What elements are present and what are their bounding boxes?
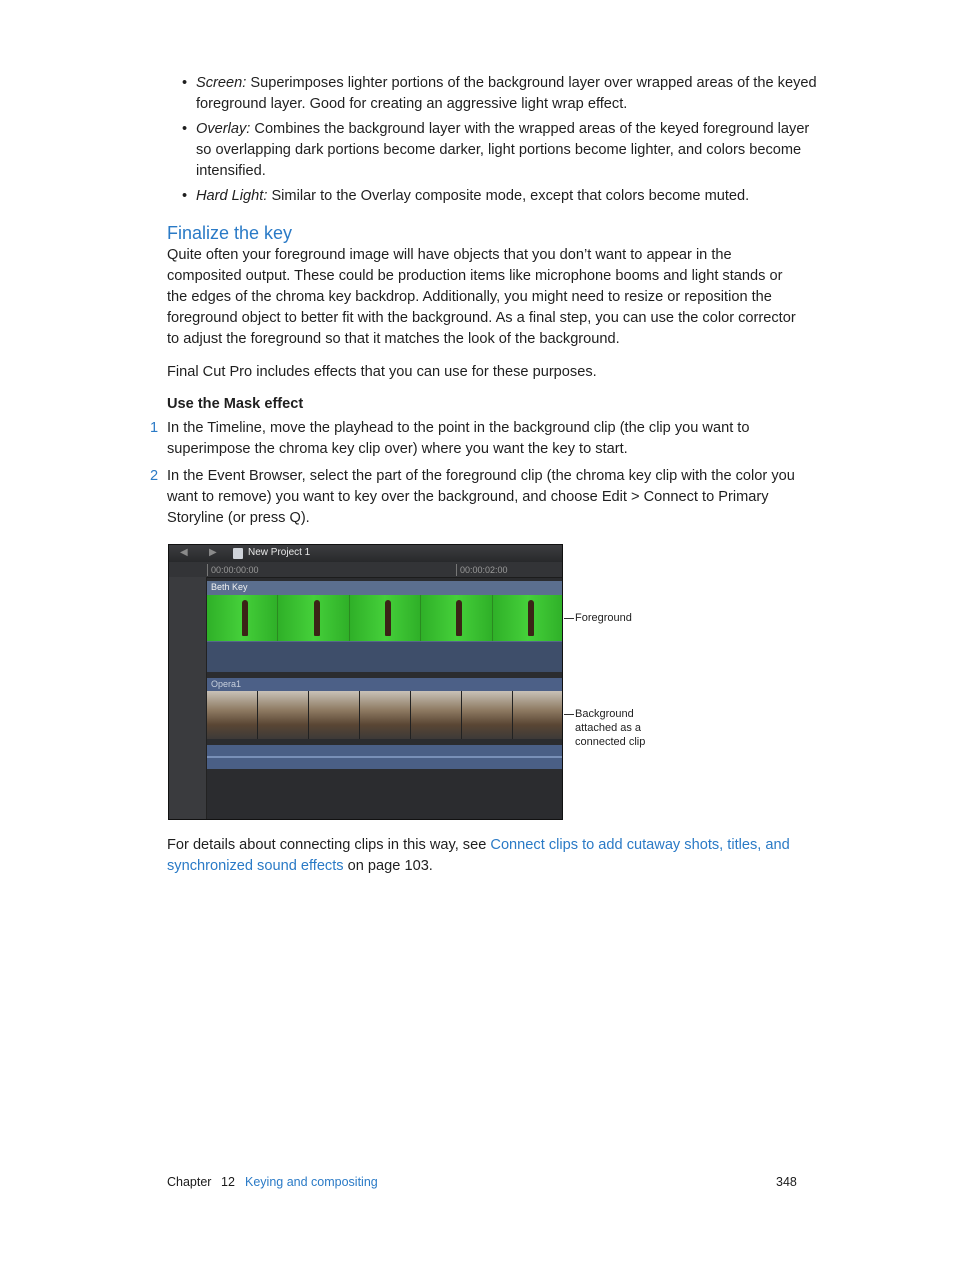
filmstrip-frame xyxy=(350,595,421,641)
intro-paragraph: Quite often your foreground image will have objects that you don’t want to appear in the composited output. These could be production items like microphone booms and light stands or the edges of the chroma key backdrop. Additionally, you might need to resize or reposition the foreground object to better fit with the background. As a final step, you can use the color corrector to adjust the foreground so that it matches the look of the background. xyxy=(167,247,796,347)
person-figure xyxy=(456,600,462,636)
timeline-toolbar xyxy=(169,545,563,563)
step-text: In the Timeline, move the playhead to the point in the background clip (the clip you want to superimpose the chroma key clip over) where you want the key to start. xyxy=(167,420,750,457)
bullet-text: Similar to the Overlay composite mode, except that colors become muted. xyxy=(267,188,750,204)
step-number: 2 xyxy=(150,468,159,484)
filmstrip-frame xyxy=(278,595,349,641)
callout-background-line: attached as a xyxy=(575,722,642,734)
bullet-term: Overlay: xyxy=(196,121,251,137)
background-clip-name: Opera1 xyxy=(211,679,242,689)
person-figure xyxy=(385,600,391,636)
closing-prefix: For details about connecting clips in this way, see xyxy=(167,837,491,853)
footer-page-number: 348 xyxy=(776,1175,797,1189)
person-figure xyxy=(242,600,248,636)
filmstrip-frame xyxy=(462,691,513,739)
callout-line xyxy=(564,618,574,619)
background-clip-filmstrip[interactable] xyxy=(207,691,563,739)
filmstrip-frame xyxy=(207,595,278,641)
foreground-clip-filmstrip[interactable] xyxy=(207,595,563,641)
project-icon xyxy=(233,548,243,559)
closing-suffix: on page 103. xyxy=(343,858,433,874)
callout-background-line: connected clip xyxy=(575,736,646,748)
filmstrip-frame xyxy=(411,691,462,739)
bullet-hard-light xyxy=(182,186,822,207)
forward-arrow-icon[interactable]: ▶ xyxy=(209,547,217,558)
person-figure xyxy=(528,600,534,636)
footer-chapter-number: 12 xyxy=(221,1175,235,1189)
callout-foreground: Foreground xyxy=(575,612,632,624)
timeline-screenshot xyxy=(168,544,563,820)
foreground-clip-name: Beth Key xyxy=(211,582,248,592)
filmstrip-frame xyxy=(207,691,258,739)
bullet-term: Hard Light: xyxy=(196,188,268,204)
bullet-dot: • xyxy=(182,121,188,137)
callout-background xyxy=(575,707,645,749)
bullet-dot: • xyxy=(182,188,188,204)
section-heading: Finalize the key xyxy=(167,223,293,243)
step-1 xyxy=(150,418,797,460)
bullet-screen xyxy=(182,73,822,115)
bullet-overlay xyxy=(182,119,822,182)
footer-chapter-label: Chapter xyxy=(167,1175,212,1189)
background-clip-bar[interactable] xyxy=(207,678,563,691)
filmstrip-frame xyxy=(513,691,563,739)
callout-background-line: Background xyxy=(575,708,634,720)
ruler-tick xyxy=(207,564,208,576)
filmstrip-frame xyxy=(360,691,411,739)
filmstrip-frame xyxy=(309,691,360,739)
ruler-tick xyxy=(456,564,457,576)
timeline-track-header xyxy=(169,577,207,820)
bullet-text: Superimposes lighter portions of the background layer over wrapped areas of the keyed foreground layer. Good for creating an aggressive light wrap effect. xyxy=(196,75,817,112)
step-2 xyxy=(150,466,797,529)
footer-chapter-title-link[interactable]: Keying and compositing xyxy=(245,1175,378,1189)
filmstrip-frame xyxy=(421,595,492,641)
composite-mode-list xyxy=(182,73,822,211)
step-number: 1 xyxy=(150,420,159,436)
timecode-mid: 00:00:02:00 xyxy=(460,565,508,575)
bullet-term: Screen: xyxy=(196,75,247,91)
foreground-clip-audio xyxy=(207,641,563,672)
filmstrip-frame xyxy=(493,595,563,641)
callout-line xyxy=(564,714,574,715)
bullet-dot: • xyxy=(182,75,188,91)
connect-clips-link[interactable]: Connect clips to add cutaway shots, titles, and synchronized sound effects xyxy=(167,837,790,874)
person-figure xyxy=(314,600,320,636)
step-text: In the Event Browser, select the part of the foreground clip (the chroma key clip with the color you want to remove) you want to key over the background, and choose Edit > Connect to Primary Storyline (or press Q). xyxy=(167,468,795,526)
task-subheading: Use the Mask effect xyxy=(167,396,304,412)
timecode-start: 00:00:00:00 xyxy=(211,565,259,575)
project-title: New Project 1 xyxy=(248,547,311,558)
waveform-line xyxy=(207,756,563,758)
back-arrow-icon[interactable]: ◀ xyxy=(180,547,188,558)
closing-paragraph xyxy=(167,835,797,877)
foreground-clip-bar[interactable] xyxy=(207,581,563,595)
bullet-text: Combines the background layer with the wrapped areas of the keyed foreground layer so overlapping dark portions become darker, light portions become lighter, and colors become intensified. xyxy=(196,121,810,179)
effects-paragraph: Final Cut Pro includes effects that you can use for these purposes. xyxy=(167,364,597,380)
filmstrip-frame xyxy=(258,691,309,739)
